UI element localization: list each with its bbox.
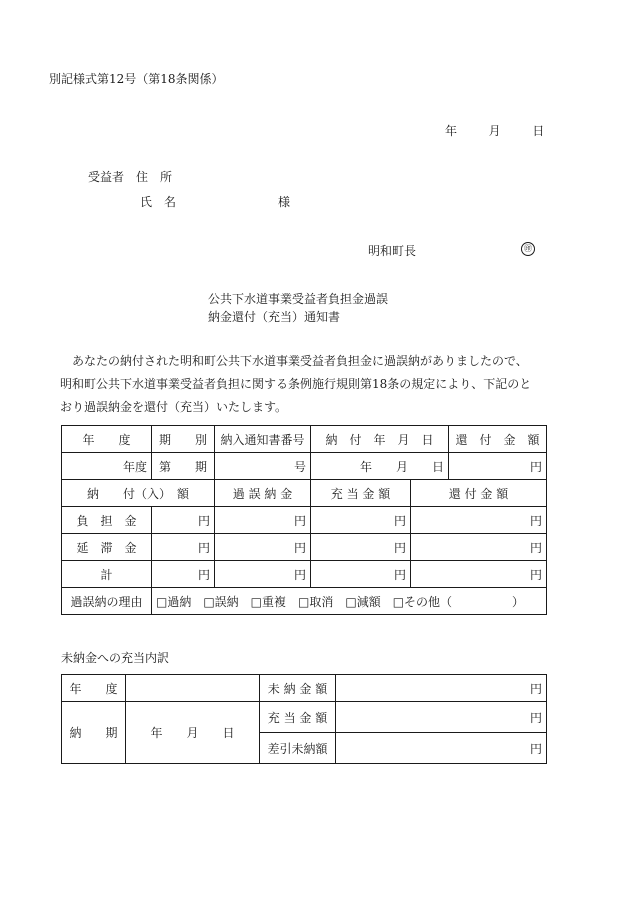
row-label: 負 担 金 [62,507,152,534]
body-line: おり過誤納金を還付（充当）いたします。 [60,400,288,414]
period-date: 年 月 日 [126,702,260,764]
cell-applied: 円 [311,534,411,561]
body-line: あなたの納付された明和町公共下水道事業受益者負担金に過誤納がありましたので、 [60,354,528,368]
recipient-name-label: 氏 名 [140,195,177,209]
cell-refund: 円 [411,534,547,561]
cell-overpaid: 円 [215,507,311,534]
notice-body [60,350,560,419]
document-title-line2: 納金還付（充当）通知書 [208,310,341,324]
header-applied: 充 当 金 額 [311,480,411,507]
document-title-line1: 公共下水道事業受益者負担金過誤 [208,292,389,306]
header-refund-amount: 還 付 金 額 [449,426,547,453]
header-overpaid: 過 誤 納 金 [215,480,311,507]
issue-date [445,122,544,139]
date-month: 月 [488,124,501,138]
cell-period: 第 期 [152,453,215,480]
date-year: 年 [445,124,458,138]
honorific: 様 [278,195,291,209]
cell-applied: 円 [311,507,411,534]
application-table [61,674,547,764]
refund-table [61,425,547,615]
period-label: 納 期 [62,702,126,764]
table-row [62,507,547,534]
cell-paid: 円 [152,507,215,534]
cell-refund: 円 [411,507,547,534]
cell-paid: 円 [152,534,215,561]
header-notice-number: 納入通知書番号 [215,426,311,453]
cell-overpaid: 円 [215,561,311,588]
cell-refund: 円 [449,453,547,480]
recipient-address-label: 受益者 住 所 [88,170,173,184]
unpaid-label: 未 納 金 額 [260,675,336,702]
issuer-name: 明和町長 [368,244,417,258]
year-value [126,675,260,702]
date-day: 日 [532,124,545,138]
table-row [62,561,547,588]
cell-overpaid: 円 [215,534,311,561]
header-refund: 還 付 金 額 [411,480,547,507]
header-year: 年 度 [62,426,152,453]
cell-year: 年度 [62,453,152,480]
header-payment-date: 納 付 年 月 日 [311,426,449,453]
header-period: 期 別 [152,426,215,453]
reason-label: 過誤納の理由 [62,588,152,615]
applied-value: 円 [336,702,547,733]
year-label: 年 度 [62,675,126,702]
balance-value: 円 [336,733,547,764]
cell-applied: 円 [311,561,411,588]
body-line: 明和町公共下水道事業受益者負担に関する条例施行規則第18条の規定により、下記のと [60,377,532,391]
unpaid-value: 円 [336,675,547,702]
applied-label: 充 当 金 額 [260,702,336,733]
cell-payment-date: 年 月 日 [311,453,449,480]
table-row [62,534,547,561]
reason-checkboxes[interactable]: □過納 □誤納 □重複 □取消 □減額 □その他（ ） [152,588,547,615]
cell-paid: 円 [152,561,215,588]
row-label: 延 滞 金 [62,534,152,561]
cell-notice-number: 号 [215,453,311,480]
row-label: 計 [62,561,152,588]
section-title: 未納金への充当内訳 [61,651,170,665]
seal-mark: ㊞ [521,242,535,256]
form-number: 別記様式第12号（第18条関係） [49,72,224,86]
header-paid-amount: 納 付（入） 額 [62,480,215,507]
cell-refund: 円 [411,561,547,588]
balance-label: 差引未納額 [260,733,336,764]
